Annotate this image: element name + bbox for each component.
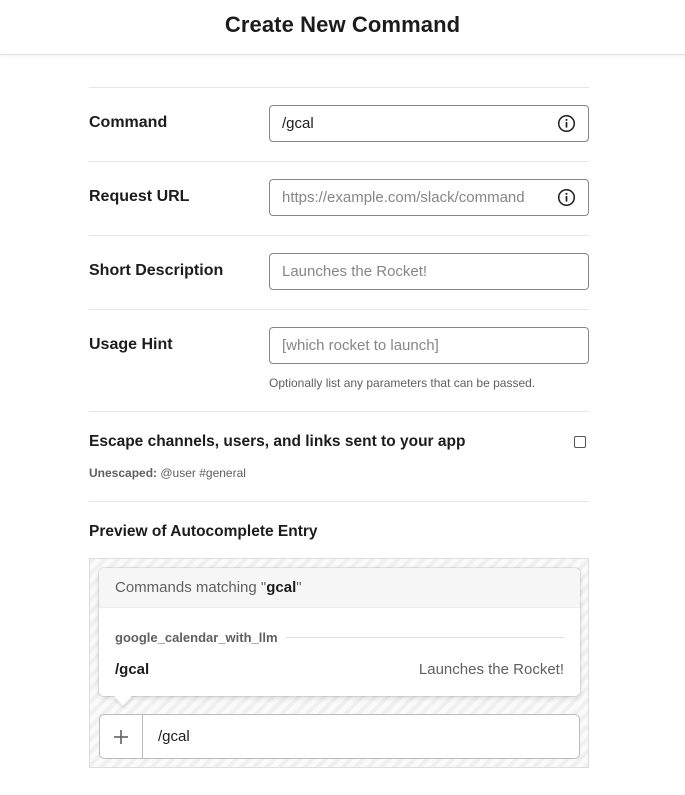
usage-hint-placeholder: [which rocket to launch] — [282, 337, 439, 354]
message-composer[interactable] — [99, 714, 580, 759]
escape-label: Escape channels, users, and links sent to your app — [89, 433, 466, 450]
group-divider — [286, 637, 564, 638]
page-title: Create New Command — [224, 12, 461, 37]
request-url-input[interactable] — [269, 179, 589, 216]
autocomplete-group-name: google_calendar_with_llm — [115, 629, 278, 645]
autocomplete-header-prefix: Commands matching " — [115, 579, 267, 596]
preview-title: Preview of Autocomplete Entry — [89, 523, 318, 540]
plus-icon — [113, 729, 129, 745]
short-description-placeholder: Launches the Rocket! — [282, 263, 428, 280]
info-icon[interactable] — [557, 188, 576, 207]
command-input[interactable] — [269, 105, 589, 142]
autocomplete-popup — [99, 568, 580, 696]
short-description-input[interactable] — [269, 253, 589, 290]
info-icon[interactable] — [557, 114, 576, 133]
escape-checkbox[interactable] — [574, 436, 586, 448]
usage-hint-helper: Optionally list any parameters that can be passed. — [269, 376, 536, 390]
usage-hint-input[interactable] — [269, 327, 589, 364]
escape-row — [89, 411, 589, 501]
command-form — [89, 87, 589, 771]
usage-hint-label: Usage Hint — [89, 336, 173, 353]
unescaped-value: @user #general — [157, 466, 246, 480]
usage-hint-row — [89, 309, 589, 411]
unescaped-label: Unescaped: — [89, 466, 158, 480]
short-description-row — [89, 235, 589, 309]
autocomplete-item-description: Launches the Rocket! — [418, 660, 564, 678]
plus-button[interactable] — [100, 715, 143, 758]
unescaped-example — [89, 466, 246, 480]
command-label: Command — [89, 114, 168, 131]
autocomplete-item[interactable] — [115, 658, 564, 680]
page-header — [0, 0, 685, 55]
short-description-label: Short Description — [89, 262, 224, 279]
preview-section — [89, 501, 589, 771]
preview-box — [89, 558, 589, 768]
autocomplete-group — [115, 628, 564, 646]
request-url-row — [89, 161, 589, 235]
autocomplete-item-command: /gcal — [115, 660, 150, 678]
request-url-label: Request URL — [89, 188, 190, 205]
command-row — [89, 87, 589, 161]
command-input-value: /gcal — [282, 115, 314, 132]
autocomplete-header — [99, 568, 580, 608]
request-url-placeholder: https://example.com/slack/command — [282, 189, 525, 206]
autocomplete-query: gcal — [266, 579, 297, 596]
composer-text[interactable]: /gcal — [158, 728, 190, 745]
autocomplete-header-suffix: " — [296, 579, 302, 596]
